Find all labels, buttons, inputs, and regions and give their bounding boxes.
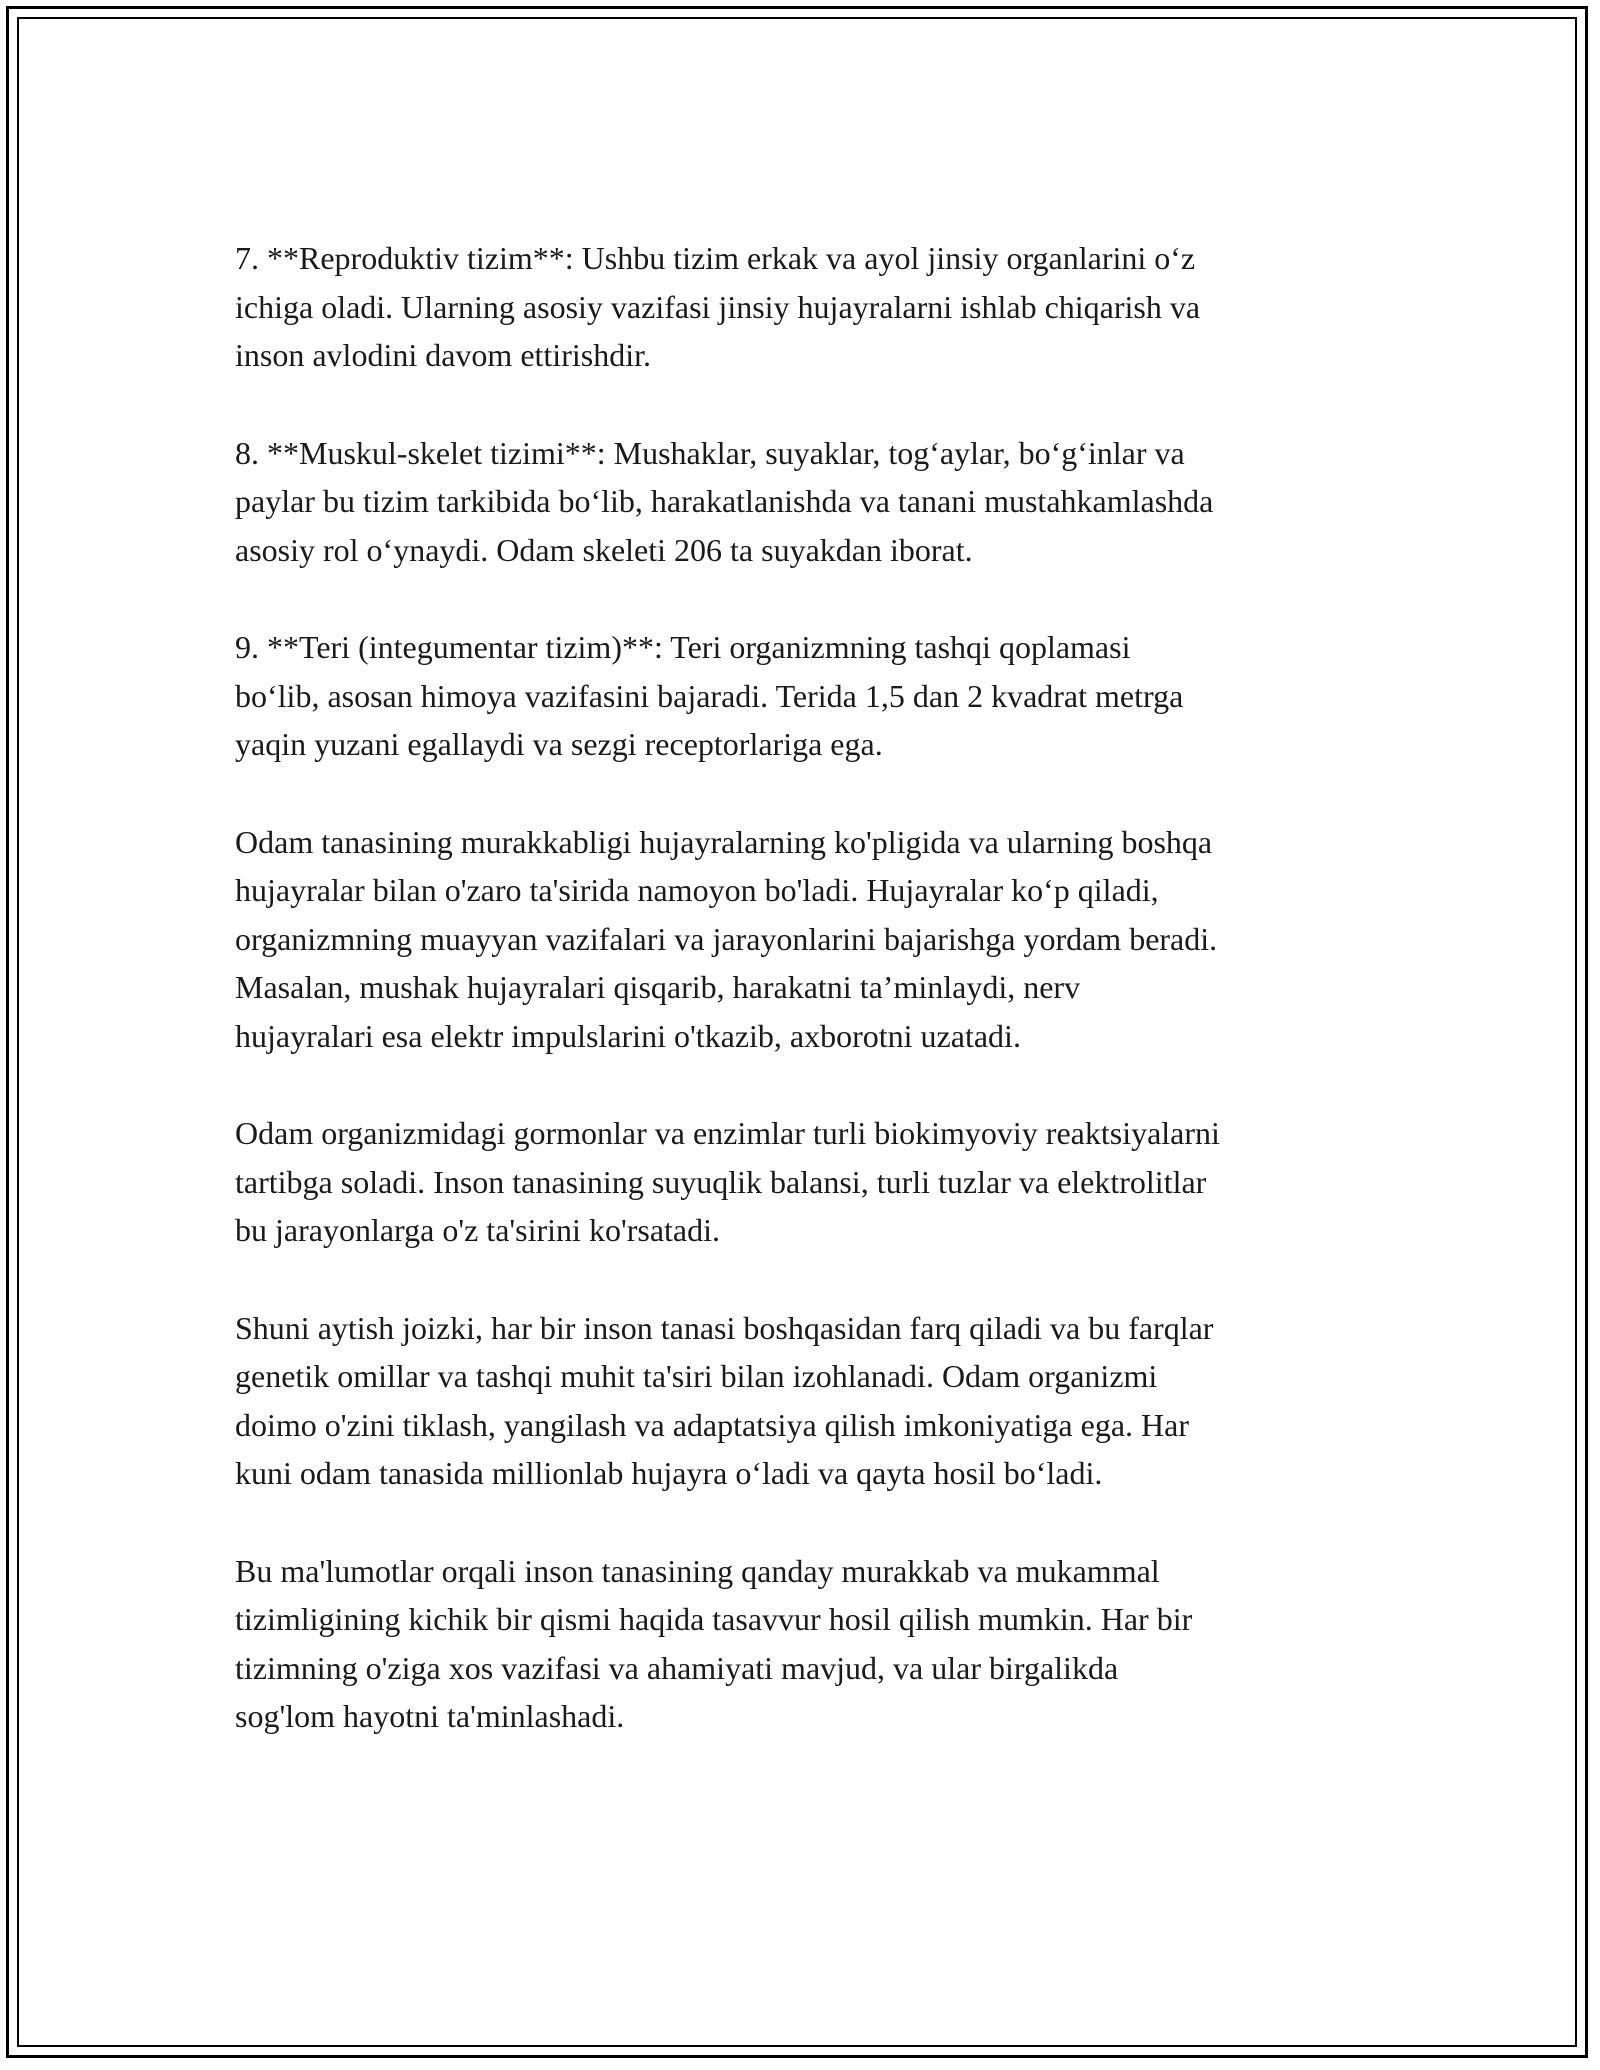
paragraph-integumentary-system: 9. **Teri (integumentar tizim)**: Teri organizmning tashqi qoplamasi bo‘lib, asosan himoya vazifasini bajaradi. Terida 1,5 dan 2 kvadrat metrga yaqin yuzani egallaydi va sezgi receptorlariga ega. [235, 629, 1184, 762]
paragraph-cell-complexity: Odam tanasining murakkabligi hujayralarning ko'pligida va ularning boshqa hujayralar bilan o'zaro ta'sirida namoyon bo'ladi. Hujayralar ko‘p qiladi, organizmning muayyan vazifalari va jarayonlarini bajarishga yordam beradi. Masalan, mushak hujayralari qisqarib, harakatni ta’minlaydi, nerv hujayralari esa elektr impulslarini o'tkazib, axborotni uzatadi. [235, 823, 1218, 1054]
paragraph-reproductive-system: 7. **Reproduktiv tizim**: Ushbu tizim erkak va ayol jinsiy organlarini o‘z ichiga oladi. Ularning asosiy vazifasi jinsiy hujayralarni ishlab chiqarish va inson avlodini davom ettirishdir. [235, 240, 1201, 373]
paragraph-individual-differences: Shuni aytish joizki, har bir inson tanasi boshqasidan farq qiladi va bu farqlar genetik omillar va tashqi muhit ta'siri bilan izohlanadi. Odam organizmi doimo o'zini tiklash, yangilash va adaptatsiya qilish imkoniyatiga ega. Har kuni odam tanasida millionlab hujayra o‘ladi va qayta hosil bo‘ladi. [235, 1309, 1214, 1491]
paragraph-musculoskeletal-system: 8. **Muskul-skelet tizimi**: Mushaklar, suyaklar, tog‘aylar, bo‘g‘inlar va paylar bu tizim tarkibida bo‘lib, harakatlanishda va tanani mustahkamlashda asosiy rol o‘ynaydi. Odam skeleti 206 ta suyakdan iborat. [235, 434, 1214, 568]
document-body [235, 234, 1375, 1790]
paragraph-conclusion: Bu ma'lumotlar orqali inson tanasining qanday murakkab va mukammal tizimligining kichik bir qismi haqida tasavvur hosil qilish mumkin. Har bir tizimning o'ziga xos vazifasi va ahamiyati mavjud, va ular birgalikda sog'lom hayotni ta'minlashadi. [235, 1552, 1193, 1734]
paragraph-hormones-enzymes: Odam organizmidagi gormonlar va enzimlar turli biokimyoviy reaktsiyalarni tartibga soladi. Inson tanasining suyuqlik balansi, turli tuzlar va elektrolitlar bu jarayonlarga o'z ta'sirini ko'rsatadi. [235, 1115, 1220, 1248]
